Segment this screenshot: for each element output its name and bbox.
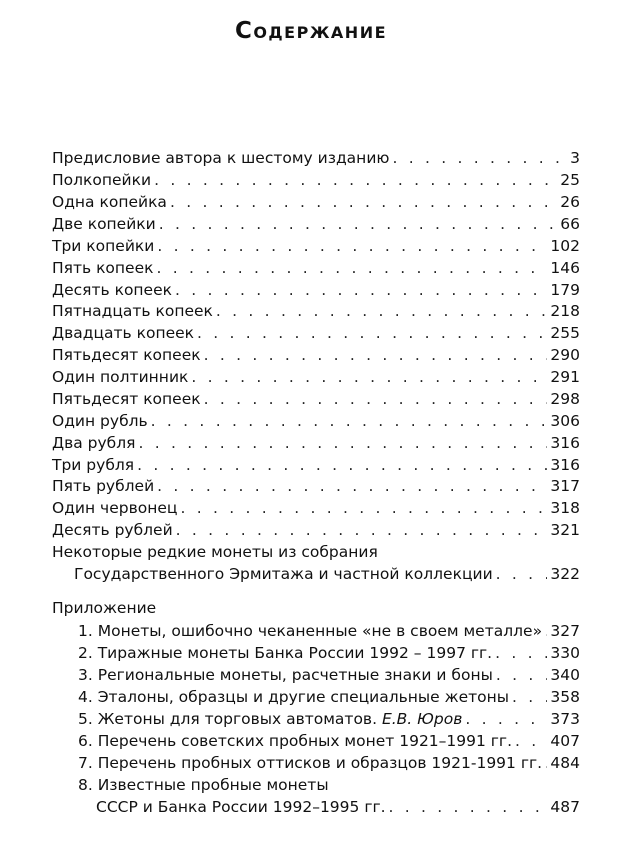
toc-entry-label: Предисловие автора к шестому изданию xyxy=(52,149,390,167)
toc-entry-page: 358 xyxy=(550,688,580,706)
toc-entry[interactable] xyxy=(52,388,580,410)
leader-dots xyxy=(154,169,557,191)
leader-dots xyxy=(496,664,548,686)
toc-entry-page: 26 xyxy=(560,193,580,211)
toc-entry-page: 25 xyxy=(560,171,580,189)
leader-dots xyxy=(170,191,557,213)
toc-entry-label: Пять рублей xyxy=(52,477,155,495)
toc-entry-page: 102 xyxy=(550,237,580,255)
toc-entry-page: 179 xyxy=(550,281,580,299)
leader-dots xyxy=(512,686,547,708)
appendix-heading: Приложение xyxy=(52,599,157,617)
toc-entry-label: Десять копеек xyxy=(52,281,172,299)
leader-dots xyxy=(515,730,547,752)
toc-entry-label xyxy=(78,708,462,730)
leader-dots xyxy=(496,563,548,585)
toc-entry-label: 2. Тиражные монеты Банка России 1992 – 1997 гг. xyxy=(78,644,493,662)
appendix-item[interactable] xyxy=(78,620,580,642)
toc-entry[interactable] xyxy=(52,322,580,344)
appendix-item[interactable] xyxy=(78,686,580,708)
leader-dots xyxy=(157,235,547,257)
leader-dots xyxy=(151,410,548,432)
appendix-item-8-line1[interactable]: 8. Известные пробные монеты xyxy=(78,776,329,794)
leader-dots xyxy=(175,279,547,301)
toc-entry-label: Три рубля xyxy=(52,456,135,474)
toc-entry-label: Две копейки xyxy=(52,215,156,233)
toc-entry[interactable] xyxy=(52,410,580,432)
toc-entry[interactable] xyxy=(52,147,580,169)
toc-entry-page: 484 xyxy=(550,754,580,772)
toc-entry-page: 487 xyxy=(550,798,580,816)
appendix-item-title: 5. Жетоны для торговых автоматов. xyxy=(78,710,377,728)
toc-entry[interactable] xyxy=(52,366,580,388)
toc-entry-page: 290 xyxy=(550,346,580,364)
toc-entry-page: 298 xyxy=(550,390,580,408)
toc-entry-label: 4. Эталоны, образцы и другие специальные жетоны xyxy=(78,688,510,706)
leader-dots xyxy=(157,475,547,497)
leader-dots xyxy=(465,708,547,730)
leader-dots xyxy=(176,519,548,541)
toc-entry-label: 3. Региональные монеты, расчетные знаки и боны xyxy=(78,666,493,684)
leader-dots xyxy=(216,300,547,322)
toc-entry-label: Полкопейки xyxy=(52,171,152,189)
appendix-item[interactable] xyxy=(96,796,580,818)
toc-entry-page: 306 xyxy=(550,412,580,430)
toc-entry-page: 330 xyxy=(550,644,580,662)
toc-entry-page: 66 xyxy=(560,215,580,233)
toc-entry-page: 322 xyxy=(550,565,580,583)
appendix-item[interactable] xyxy=(78,642,580,664)
toc-entry-page: 340 xyxy=(550,666,580,684)
toc-entry[interactable] xyxy=(52,213,580,235)
leader-dots xyxy=(389,796,548,818)
toc-entry[interactable] xyxy=(52,454,580,476)
leader-dots xyxy=(204,344,548,366)
toc-entry-label: Один рубль xyxy=(52,412,148,430)
rare-coins-entry-line1[interactable]: Некоторые редкие монеты из собрания xyxy=(52,543,378,561)
toc-entry-label: Один червонец xyxy=(52,499,178,517)
toc-entry[interactable] xyxy=(52,257,580,279)
toc-entry[interactable] xyxy=(52,169,580,191)
toc-entry[interactable] xyxy=(52,497,580,519)
leader-dots xyxy=(138,432,547,454)
leader-dots xyxy=(495,642,547,664)
toc-entry-page: 373 xyxy=(550,710,580,728)
toc-entry-page: 291 xyxy=(550,368,580,386)
toc-entry[interactable] xyxy=(52,344,580,366)
appendix-item[interactable] xyxy=(78,730,580,752)
toc-entry-page: 316 xyxy=(550,434,580,452)
leader-dots xyxy=(191,366,547,388)
toc-entry[interactable] xyxy=(52,300,580,322)
toc-entry-label: Пять копеек xyxy=(52,259,154,277)
toc-entry-page: 321 xyxy=(550,521,580,539)
leader-dots xyxy=(197,322,547,344)
toc-entry-label: Один полтинник xyxy=(52,368,189,386)
toc-entry[interactable] xyxy=(52,475,580,497)
toc-entry[interactable] xyxy=(52,235,580,257)
toc-entry[interactable] xyxy=(52,519,580,541)
toc-entry-label: Одна копейка xyxy=(52,193,167,211)
toc-entry-label: Три копейки xyxy=(52,237,155,255)
toc-entry-label: 1. Монеты, ошибочно чеканенные «не в своем металле» xyxy=(78,622,543,640)
toc-entry-page: 218 xyxy=(550,302,580,320)
author-name: Е.В. Юров xyxy=(381,710,463,728)
toc-entry[interactable] xyxy=(52,191,580,213)
leader-dots xyxy=(204,388,548,410)
toc-entry-label: 6. Перечень советских пробных монет 1921–1991 гг. xyxy=(78,732,513,750)
toc-entry-label: Пятнадцать копеек xyxy=(52,302,213,320)
rare-coins-entry[interactable] xyxy=(74,563,580,585)
toc-entry-label: Двадцать копеек xyxy=(52,324,195,342)
toc-entry-label: Пятьдесят копеек xyxy=(52,390,201,408)
toc-entry-page: 318 xyxy=(550,499,580,517)
toc-entry-page: 3 xyxy=(570,149,580,167)
leader-dots xyxy=(137,454,547,476)
toc-entry-page: 327 xyxy=(550,622,580,640)
toc-entry-label: Пятьдесят копеек xyxy=(52,346,201,364)
leader-dots xyxy=(156,257,547,279)
leader-dots xyxy=(159,213,558,235)
toc-entry[interactable] xyxy=(52,279,580,301)
leader-dots xyxy=(180,497,547,519)
toc-entry-page: 407 xyxy=(550,732,580,750)
toc-entry-label: Десять рублей xyxy=(52,521,173,539)
toc-entry-label: 7. Перечень пробных оттисков и образцов 1921-1991 гг. xyxy=(78,754,543,772)
leader-dots xyxy=(392,147,567,169)
appendix-item[interactable] xyxy=(78,708,580,730)
toc-entry-label: Государственного Эрмитажа и частной коллекции xyxy=(74,565,493,583)
appendix-item[interactable] xyxy=(78,664,580,686)
toc-entry-label: СССР и Банка России 1992–1995 гг. xyxy=(96,798,386,816)
appendix-item[interactable] xyxy=(78,752,580,774)
toc-entry-page: 255 xyxy=(550,324,580,342)
toc-entry-page: 316 xyxy=(550,456,580,474)
toc-entry-label: Два рубля xyxy=(52,434,136,452)
toc-entry-page: 317 xyxy=(550,477,580,495)
leader-dots xyxy=(545,752,547,774)
leader-dots xyxy=(545,620,547,642)
page-title: Содержание xyxy=(234,18,388,44)
toc-entry-page: 146 xyxy=(550,259,580,277)
toc-entry[interactable] xyxy=(52,432,580,454)
